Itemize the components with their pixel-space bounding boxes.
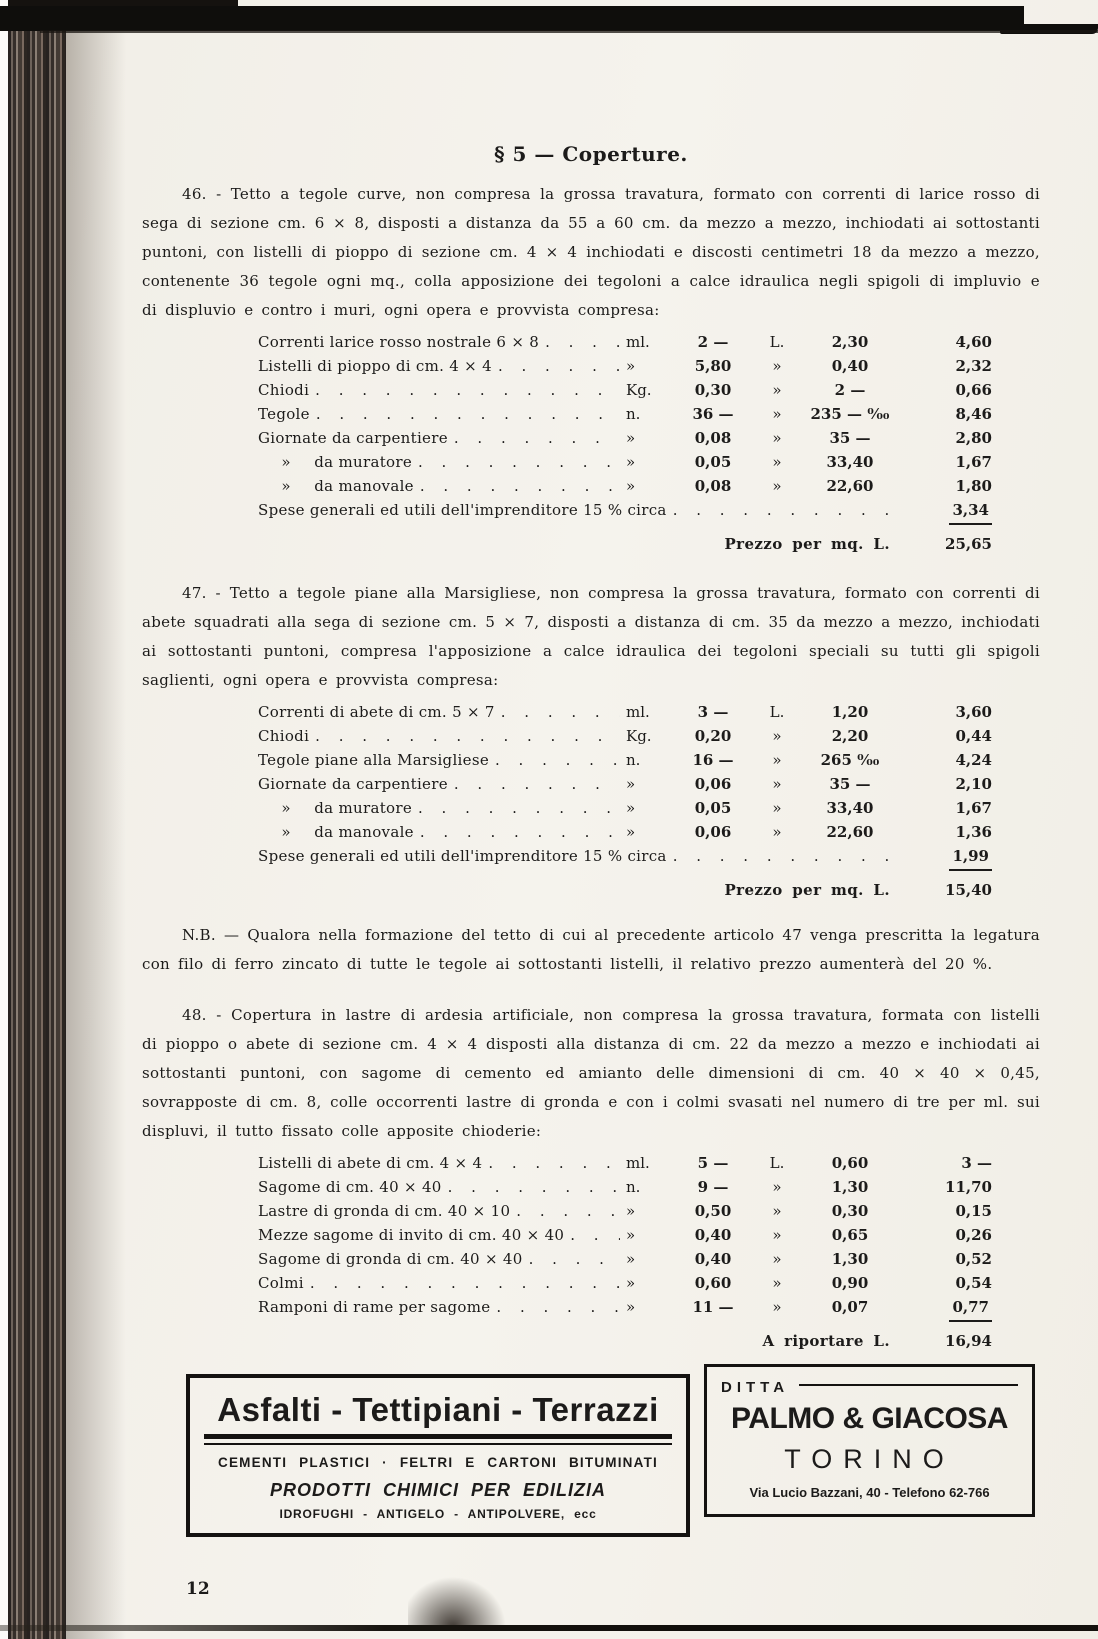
table-row — [258, 354, 992, 378]
total-label: Prezzo per mq. L. — [724, 881, 890, 899]
item-unit: » — [626, 1274, 636, 1292]
item-currency-mark: » — [772, 1274, 782, 1292]
item-unit: » — [626, 775, 636, 793]
item-description: Tegole — [258, 405, 310, 423]
dot-leader — [418, 796, 620, 820]
total-amount: 15,40 — [945, 881, 992, 899]
expenses-description: Spese generali ed utili dell'imprenditore 15 % circa — [258, 501, 667, 519]
item-unit-price: 2,20 — [831, 727, 869, 745]
item-description: Giornate da carpentiere — [258, 429, 448, 447]
item-quantity: 0,08 — [694, 477, 732, 495]
table-row — [258, 796, 992, 820]
item-amount: 3,60 — [955, 703, 992, 721]
item-unit: » — [626, 357, 636, 375]
dot-leader — [498, 354, 620, 378]
ad-ditta-row — [721, 1379, 1018, 1396]
item-unit: » — [626, 429, 636, 447]
item-unit: » — [626, 1250, 636, 1268]
item-amount: 0,52 — [955, 1250, 992, 1268]
item-description: Chiodi — [258, 727, 310, 745]
item-amount: 2,10 — [955, 775, 992, 793]
article-47-paragraph: 47. - Tetto a tegole piane alla Marsigliese, non compresa la grossa travatura, formato con correnti di abete squadrati alla sega di sezione cm. 5 × 7, disposti a distanza di cm. 35 da mezzo a mezzo, inchiodati ai sottostanti puntoni, compresa l'apposizione a calce idraulica dei tegoloni speciali su tutti gli spigoli saglienti, ogni opera e provvista compresa: — [142, 584, 1040, 689]
item-quantity: 16 — — [692, 751, 734, 769]
scan-edge-white-strip — [0, 0, 8, 1639]
item-currency-mark: » — [772, 1298, 782, 1316]
item-unit: ml. — [626, 333, 650, 351]
item-unit: » — [626, 453, 636, 471]
scan-bottom-dark-line — [0, 1625, 1098, 1631]
table-row — [258, 402, 992, 426]
item-currency-mark: » — [772, 799, 782, 817]
item-unit-price: 0,40 — [831, 357, 869, 375]
table-row — [258, 1271, 992, 1295]
item-unit: Kg. — [626, 381, 652, 399]
item-quantity: 9 — — [697, 1178, 729, 1196]
item-unit: ml. — [626, 703, 650, 721]
item-currency-mark: » — [772, 823, 782, 841]
item-description: Mezze sagome di invito di cm. 40 × 40 — [258, 1226, 565, 1244]
dot-leader — [310, 1271, 620, 1295]
section-title: § 5 — Coperture. — [494, 142, 688, 166]
total-amount: 25,65 — [945, 535, 992, 553]
item-quantity: 0,06 — [694, 823, 732, 841]
item-unit-price: 265 ⁰⁄₀₀ — [820, 751, 880, 769]
item-unit: » — [626, 1202, 636, 1220]
expenses-description: Spese generali ed utili dell'imprenditore 15 % circa — [258, 847, 667, 865]
item-unit: » — [626, 477, 636, 495]
item-amount: 0,66 — [955, 381, 992, 399]
item-amount: 0,15 — [955, 1202, 992, 1220]
ad-company-name: PALMO & GIACOSA — [731, 1402, 1008, 1435]
ad-palmo-giacosa-box — [704, 1364, 1035, 1517]
item-quantity: 0,08 — [694, 429, 732, 447]
item-currency-mark: » — [772, 453, 782, 471]
item-unit-price: 2,30 — [831, 333, 869, 351]
item-unit-price: 0,30 — [831, 1202, 869, 1220]
item-quantity: 0,05 — [694, 799, 732, 817]
item-amount: 1,80 — [955, 477, 992, 495]
item-currency-mark: » — [772, 357, 782, 375]
item-unit: n. — [626, 1178, 641, 1196]
item-description: Listelli di pioppo di cm. 4 × 4 — [258, 357, 492, 375]
dot-leader — [529, 1247, 620, 1271]
item-description: » da manovale — [258, 823, 414, 841]
item-quantity: 3 — — [697, 703, 729, 721]
item-description: Correnti di abete di cm. 5 × 7 — [258, 703, 495, 721]
table-row — [258, 426, 992, 450]
item-quantity: 0,40 — [694, 1250, 732, 1268]
ad-asfalti-chemicals-line: PRODOTTI CHIMICI PER EDILIZIA — [269, 1480, 606, 1500]
article-46-price-table — [258, 330, 1040, 557]
item-currency-mark: » — [772, 1178, 782, 1196]
ad-ditta-rule — [799, 1384, 1018, 1386]
item-description: Giornate da carpentiere — [258, 775, 448, 793]
item-amount: 0,44 — [955, 727, 992, 745]
item-unit-price: 0,90 — [831, 1274, 869, 1292]
expenses-row — [258, 844, 992, 871]
item-description: Correnti larice rosso nostrale 6 × 8 — [258, 333, 540, 351]
dot-leader — [501, 700, 620, 724]
item-currency-mark: » — [772, 751, 782, 769]
item-amount: 3 — — [961, 1154, 992, 1172]
expenses-row — [258, 498, 992, 525]
item-unit: » — [626, 1298, 636, 1316]
ad-ditta-label: DITTA — [721, 1379, 790, 1396]
item-amount: 4,24 — [955, 751, 992, 769]
item-description: Listelli di abete di cm. 4 × 4 — [258, 1154, 483, 1172]
advertisements-row — [186, 1374, 1040, 1537]
item-currency-mark: » — [772, 775, 782, 793]
ad-company-city: TORINO — [784, 1444, 955, 1474]
item-quantity: 0,40 — [694, 1226, 732, 1244]
dot-leader — [315, 378, 620, 402]
article-48-price-table — [258, 1151, 1040, 1354]
dot-leader — [420, 820, 620, 844]
table-row — [258, 820, 992, 844]
item-currency-mark: L. — [769, 1154, 785, 1172]
article-47-price-table — [258, 700, 1040, 903]
item-unit-price: 235 — ⁰⁄₀₀ — [810, 405, 890, 423]
dot-leader — [316, 402, 620, 426]
table-row — [258, 378, 992, 402]
item-currency-mark: » — [772, 1250, 782, 1268]
item-description: Chiodi — [258, 381, 310, 399]
ad-company-address: Via Lucio Bazzani, 40 - Telefono 62-766 — [749, 1485, 990, 1500]
item-unit-price: 1,30 — [831, 1250, 869, 1268]
article-46-paragraph: 46. - Tetto a tegole curve, non compresa la grossa travatura, formato con correnti di larice rosso di sega di sezione cm. 6 × 8, disposti a distanza da 55 a 60 cm. da mezzo a mezzo, inchiodati ai sottostanti puntoni, con listelli di pioppo di sezione cm. 4 × 4 inchiodati e discosti centimetri 18 da mezzo a mezzo, contenente 36 tegole ogni mq., colla apposizione dei tegoloni a calce idraulica negli spigoli di impluvio e di displuvio e contro i muri, ogni opera e provvista compresa: — [142, 185, 1040, 319]
dot-leader — [495, 748, 620, 772]
item-unit-price: 33,40 — [826, 799, 874, 817]
page-content — [142, 140, 1040, 1599]
item-unit-price: 33,40 — [826, 453, 874, 471]
item-quantity: 11 — — [692, 1298, 734, 1316]
item-unit-price: 35 — — [829, 775, 871, 793]
table-row — [258, 330, 992, 354]
table-row — [258, 1175, 992, 1199]
item-amount: 11,70 — [945, 1178, 992, 1196]
expenses-amount: 3,34 — [902, 498, 992, 525]
table-row — [258, 1247, 992, 1271]
item-amount: 0,54 — [955, 1274, 992, 1292]
item-amount: 8,46 — [955, 405, 992, 423]
scan-top-black-bar — [0, 6, 1024, 31]
page-number: 12 — [186, 1579, 210, 1599]
table-total-row — [258, 1328, 992, 1354]
item-unit: » — [626, 823, 636, 841]
item-amount: 1,36 — [955, 823, 992, 841]
item-quantity: 0,06 — [694, 775, 732, 793]
dot-leader — [570, 1223, 620, 1247]
item-unit-price: 1,20 — [831, 703, 869, 721]
item-unit: n. — [626, 405, 641, 423]
expenses-amount: 1,99 — [902, 844, 992, 871]
item-unit: » — [626, 799, 636, 817]
item-amount: 2,32 — [955, 357, 992, 375]
item-unit-price: 22,60 — [826, 823, 874, 841]
table-row — [258, 772, 992, 796]
item-currency-mark: » — [772, 1202, 782, 1220]
item-currency-mark: » — [772, 429, 782, 447]
table-row — [258, 1295, 992, 1322]
item-description: » da manovale — [258, 477, 414, 495]
item-quantity: 0,60 — [694, 1274, 732, 1292]
table-row — [258, 450, 992, 474]
table-total-row — [258, 531, 992, 557]
table-row — [258, 724, 992, 748]
item-currency-mark: L. — [769, 703, 785, 721]
total-label: Prezzo per mq. L. — [724, 535, 890, 553]
item-unit: Kg. — [626, 727, 652, 745]
dot-leader — [315, 724, 620, 748]
table-total-row — [258, 877, 992, 903]
item-unit: n. — [626, 751, 641, 769]
table-row — [258, 474, 992, 498]
item-quantity: 0,05 — [694, 453, 732, 471]
scan-top-thin-line — [40, 30, 1098, 33]
item-description: Sagome di cm. 40 × 40 — [258, 1178, 442, 1196]
item-description: Ramponi di rame per sagome — [258, 1298, 491, 1316]
table-row — [258, 748, 992, 772]
item-quantity: 5 — — [697, 1154, 729, 1172]
nota-bene-paragraph: N.B. — Qualora nella formazione del tetto di cui al precedente articolo 47 venga prescritta la legatura con filo di ferro zincato di tutte le tegole ai sottostanti listelli, il relativo prezzo aumenterà del 20 %. — [142, 926, 1040, 973]
ad-asfalti-title: Asfalti - Tettipiani - Terrazzi — [217, 1391, 659, 1428]
item-amount: 1,67 — [955, 799, 992, 817]
item-quantity: 5,80 — [694, 357, 732, 375]
item-currency-mark: » — [772, 381, 782, 399]
total-label: A riportare L. — [762, 1332, 890, 1350]
binding-fade-shadow — [66, 0, 126, 1639]
dot-leader — [448, 1175, 620, 1199]
dot-leader — [545, 330, 620, 354]
item-currency-mark: L. — [769, 333, 785, 351]
dot-leader — [418, 450, 620, 474]
dot-leader — [420, 474, 620, 498]
item-currency-mark: » — [772, 727, 782, 745]
item-amount: 0,77 — [902, 1295, 992, 1322]
item-description: Sagome di gronda di cm. 40 × 40 — [258, 1250, 523, 1268]
item-quantity: 36 — — [692, 405, 734, 423]
item-quantity: 0,30 — [694, 381, 732, 399]
item-amount: 1,67 — [955, 453, 992, 471]
dot-leader — [673, 498, 896, 522]
item-unit-price: 35 — — [829, 429, 871, 447]
item-unit-price: 22,60 — [826, 477, 874, 495]
item-description: » da muratore — [258, 799, 412, 817]
dot-leader — [496, 1295, 620, 1319]
table-row — [258, 1223, 992, 1247]
table-row — [258, 1199, 992, 1223]
ad-asfalti-products-line: CEMENTI PLASTICI · FELTRI E CARTONI BITUMINATI — [218, 1455, 658, 1470]
dot-leader — [673, 844, 896, 868]
item-currency-mark: » — [772, 1226, 782, 1244]
item-description: Colmi — [258, 1274, 304, 1292]
ad-asfalti-box — [186, 1374, 690, 1537]
item-unit-price: 0,60 — [831, 1154, 869, 1172]
item-quantity: 2 — — [697, 333, 729, 351]
table-row — [258, 1151, 992, 1175]
item-unit-price: 1,30 — [831, 1178, 869, 1196]
dot-leader — [454, 772, 620, 796]
dot-leader — [454, 426, 620, 450]
item-unit-price: 0,65 — [831, 1226, 869, 1244]
item-unit: ml. — [626, 1154, 650, 1172]
item-quantity: 0,50 — [694, 1202, 732, 1220]
table-row — [258, 700, 992, 724]
item-unit-price: 2 — — [834, 381, 866, 399]
dot-leader — [516, 1199, 620, 1223]
ad-asfalti-double-rule — [204, 1434, 672, 1445]
item-amount: 0,26 — [955, 1226, 992, 1244]
book-binding-shadow — [8, 0, 66, 1639]
dot-leader — [488, 1151, 620, 1175]
item-currency-mark: » — [772, 477, 782, 495]
ad-asfalti-misc-line: IDROFUGHI - ANTIGELO - ANTIPOLVERE, ecc — [279, 1507, 597, 1521]
item-currency-mark: » — [772, 405, 782, 423]
item-description: Lastre di gronda di cm. 40 × 10 — [258, 1202, 511, 1220]
item-quantity: 0,20 — [694, 727, 732, 745]
article-48-paragraph: 48. - Copertura in lastre di ardesia artificiale, non compresa la grossa travatura, formata con listelli di pioppo o abete di sezione cm. 4 × 4 disposti alla distanza di cm. 22 da mezzo a mezzo e inchiodati ai sottostanti puntoni, con sagome di cemento ed amianto delle dimensioni di cm. 40 × 40 × 0,45, sovrapposte di cm. 8, colle occorrenti lastre di gronda e con i colmi svasati nel numero di tre per ml. sui displuvi, il tutto fissato colle apposite chioderie: — [142, 1006, 1040, 1140]
item-description: » da muratore — [258, 453, 412, 471]
item-unit-price: 0,07 — [831, 1298, 869, 1316]
total-amount: 16,94 — [945, 1332, 992, 1350]
item-unit: » — [626, 1226, 636, 1244]
item-description: Tegole piane alla Marsigliese — [258, 751, 490, 769]
item-amount: 4,60 — [955, 333, 992, 351]
item-amount: 2,80 — [955, 429, 992, 447]
